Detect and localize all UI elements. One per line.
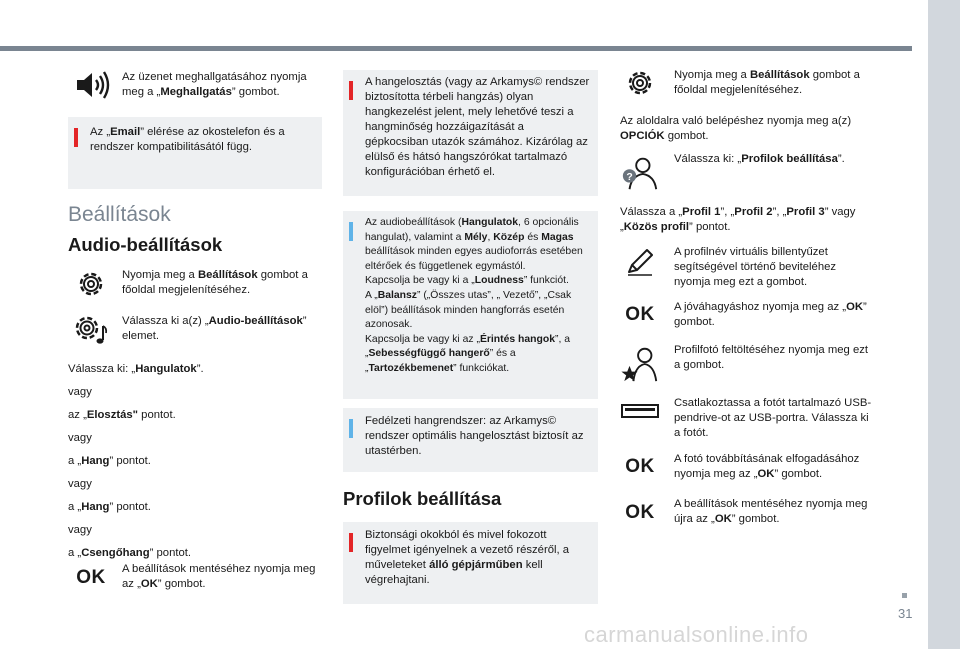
side-band [928, 0, 960, 649]
pencil-text: A profilnév virtuális billentyűzet segítségével történő beviteléhez nyomja meg ezt a gombot. [674, 246, 837, 288]
audio-settings-icon [71, 313, 111, 347]
email-warning-text: Az „Email” elérése az okostelefon és a rendszer kompatibilitásától függ. [90, 126, 285, 153]
options-text: Az aloldalra való belépéshez nyomja meg a(z) OPCIÓK gombot. [620, 115, 852, 142]
audio-text: Válassza ki a(z) „Audio-beállítások” elemet. [122, 315, 307, 342]
photo-text: Profilfotó feltöltéséhez nyomja meg ezt a gombot. [674, 344, 869, 371]
gear-text: Nyomja meg a Beállítások gombot a főoldal megjelenítéséhez. [674, 69, 860, 96]
page-marker [902, 593, 907, 598]
list-item: a „Hang” pontot. [68, 455, 151, 467]
warning-icon [349, 533, 353, 552]
list-item: Válassza ki: „Hangulatok”. [68, 363, 204, 375]
info-icon [349, 222, 353, 241]
ok1-text: A jóváhagyáshoz nyomja meg az „OK” gombot. [674, 301, 867, 328]
section-title-profiles: Profilok beállítása [343, 488, 502, 509]
arkamys-info-box [343, 408, 598, 472]
profile-icon [620, 154, 660, 192]
ok-button-icon: OK [76, 567, 106, 588]
ok-button-icon: OK [625, 456, 655, 477]
list-item: vagy [68, 478, 92, 490]
arkamys-info-text: Fedélzeti hangrendszer: az Arkamys© rendszer optimális hangelosztást biztosít az utastérben. [365, 415, 584, 457]
page-number: 31 [898, 606, 913, 621]
photo-profile-icon [620, 344, 660, 384]
audio-info-text: Az audiobeállítások (Hangulatok, 6 opcionális hangulat), valamint a Mély, Közép és Magas beállítások minden egyes audioforrás esetében eltérőek és függetlenek egymástól. Kapcsolja be vagy ki a „Loudness” funkciót. A „Balansz” („Összes utas”, „ Vezető”, „Csak elöl”) beállítások minden hangforrás esetén azonosak. Kapcsolja be vagy ki az „Érintés hangok”, a „Sebességfüggő hangerő” és a „Tartozékbemenet” funkciókat. [365, 217, 583, 374]
arkamys-warning-text: A hangelosztás (vagy az Arkamys© rendszer biztosította térbeli hangzás) olyan hangkezelést jelent, mely lehetővé teszi a hangminőség hozzáigazítását a gépkocsiban utazók számához. Kizárólag az elülső és hátsó hangszórókat tartalmazó konfigurációban érhető el. [365, 76, 590, 178]
section-title-audio: Audio-beállítások [68, 234, 223, 255]
audio-info-box [343, 211, 598, 399]
ok-button-icon: OK [625, 502, 655, 523]
list-item: a „Csengőhang” pontot. [68, 547, 192, 559]
safety-warning-text: Biztonsági okokból és mivel fokozott figyelmet igényelnek a vezető részéről, a műveleteket álló gépjárműben kell végrehajtani. [365, 529, 570, 586]
email-warning-box [68, 117, 322, 189]
gear-icon [71, 267, 111, 301]
speaker-text: Az üzenet meghallgatásához nyomja meg a „Meghallgatás” gombot. [122, 71, 307, 98]
speaker-icon [73, 68, 113, 102]
svg-text:?: ? [626, 172, 633, 184]
ok3-text: A beállítások mentéséhez nyomja meg újra az „OK” gombot. [674, 498, 868, 525]
arkamys-warning-box [343, 70, 598, 196]
warning-icon [349, 81, 353, 100]
list-item: vagy [68, 432, 92, 444]
list-item: vagy [68, 386, 92, 398]
profile-settings-text: Válassza ki: „Profilok beállítása”. [674, 153, 845, 165]
ok-button-icon: OK [625, 304, 655, 325]
usb-text: Csatlakoztassa a fotót tartalmazó USB-pendrive-ot az USB-portra. Válassza ki a fotót. [674, 397, 872, 439]
list-item: a „Hang” pontot. [68, 501, 151, 513]
warning-icon [74, 128, 78, 147]
list-item: vagy [68, 524, 92, 536]
profile-select-text: Válassza a „Profil 1”, „Profil 2”, „Profil 3” vagy „Közös profil” pontot. [620, 206, 856, 233]
gear-icon [620, 66, 660, 100]
ok2-text: A fotó továbbításának elfogadásához nyomja meg az „OK” gombot. [674, 453, 860, 480]
list-item: az „Elosztás" pontot. [68, 409, 176, 421]
pencil-icon [620, 245, 660, 279]
top-rule [0, 46, 912, 51]
usb-port-icon [620, 394, 660, 428]
watermark: carmanualsonline.info [584, 622, 809, 647]
ok-text: A beállítások mentéséhez nyomja meg az „OK” gombot. [122, 563, 316, 590]
safety-warning-box [343, 522, 598, 604]
section-title-settings: Beállítások [68, 203, 171, 226]
info-icon [349, 419, 353, 438]
gear-text: Nyomja meg a Beállítások gombot a főoldal megjelenítéséhez. [122, 269, 308, 296]
